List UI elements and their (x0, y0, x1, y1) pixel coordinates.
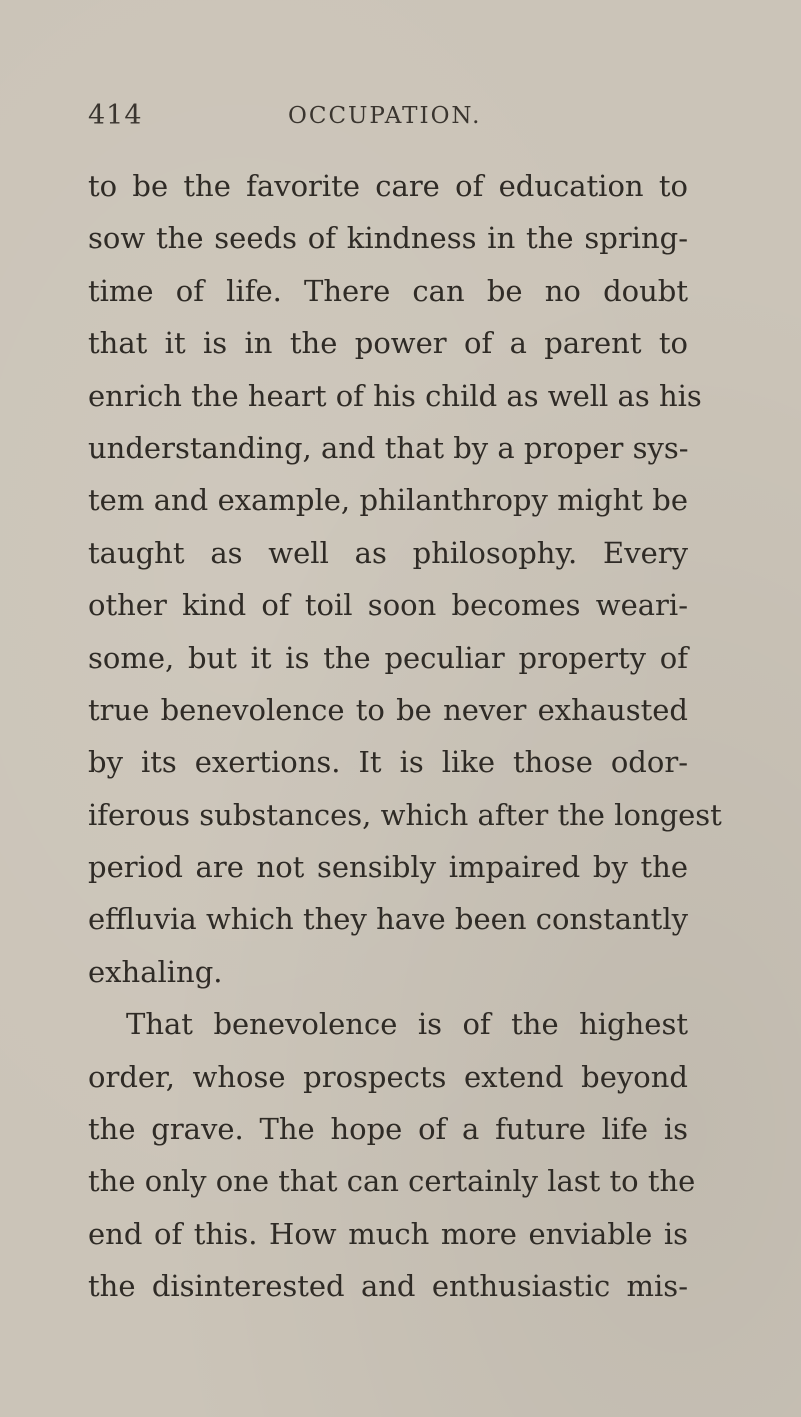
running-head (88, 100, 688, 140)
paragraph-1 (88, 160, 722, 998)
text-line: that it is in the power of a parent to (88, 326, 688, 361)
text-line: the disinterested and enthusiastic mis- (88, 1269, 688, 1304)
text-line: order, whose prospects extend beyond (88, 1059, 688, 1094)
text-line: end of this. How much more enviable is (88, 1216, 688, 1251)
body-text (88, 160, 722, 1313)
text-line: That benevolence is of the highest (126, 1007, 688, 1042)
running-title: OCCUPATION. (288, 103, 482, 129)
text-line: to be the favorite care of education to (88, 169, 688, 203)
text-line: period are not sensibly impaired by the (88, 850, 688, 885)
text-line: understanding, and that by a proper sys- (88, 430, 689, 465)
paragraph-2 (88, 998, 696, 1312)
text-line: time of life. There can be no doubt (88, 273, 688, 308)
text-line: some, but it is the peculiar property of (88, 640, 688, 675)
text-line: enrich the heart of his child as well as his (88, 378, 702, 413)
text-line: iferous substances, which after the longest (88, 797, 722, 832)
text-line: effluvia which they have been constantly (88, 902, 688, 937)
text-line: true benevolence to be never exhausted (88, 692, 688, 727)
text-line: by its exertions. It is like those odor- (88, 745, 688, 780)
page-number: 414 (88, 100, 143, 131)
text-line: the only one that can certainly last to the (88, 1164, 696, 1199)
text-line: exhaling. (88, 954, 223, 989)
text-line: tem and example, philanthropy might be (88, 483, 688, 518)
text-line: sow the seeds of kindness in the spring- (88, 221, 688, 256)
text-line: the grave. The hope of a future life is (88, 1112, 688, 1147)
text-line: other kind of toil soon becomes weari- (88, 588, 688, 623)
text-line: taught as well as philosophy. Every (88, 535, 688, 570)
